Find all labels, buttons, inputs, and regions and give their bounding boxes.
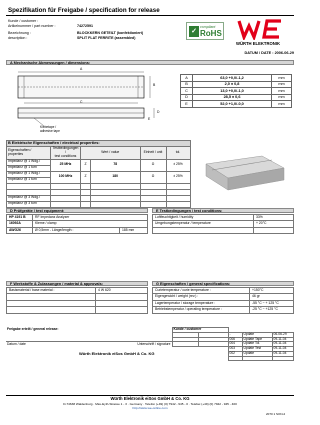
footer-company: Würth Elektronik eiSos GmbH & Co. KG: [110, 396, 190, 401]
dim-letter-d: D: [157, 110, 160, 114]
release-label: Freigabe erteilt / general release:: [7, 327, 59, 331]
dim-value: 52,0 +1,0/-0,0: [193, 101, 272, 108]
spec-value: -55 °C ~ + 125 °C: [250, 300, 294, 306]
designation-value: BLOCKKERN GETEILT (konfektioniert): [77, 31, 144, 35]
description-label: description :: [8, 36, 28, 40]
materials-table: [6, 287, 148, 314]
tol-cell: ± 25%: [166, 159, 190, 171]
rev-date: 06-06-29: [272, 332, 294, 337]
ferrite-photo-icon: [192, 142, 292, 204]
section-b-header: B Elektrische Eigenschaften / electrical properties:: [7, 141, 191, 147]
rev-no: 003: [228, 347, 242, 352]
section-e-header: E Testbedingungen / test conditions:: [152, 208, 294, 213]
table-row: [7, 227, 148, 233]
condition-value: 33%: [254, 215, 294, 221]
rev-desc: Update Tape: [242, 337, 272, 342]
table-row: [153, 227, 294, 233]
rev-no: 004: [228, 342, 242, 347]
spec-label: Lagertemperatur / storage temperature :: [153, 300, 250, 306]
prop-cell: Impedanz @ 1 Wdg./: [7, 159, 51, 165]
rev-no: 002: [228, 351, 242, 356]
col-value: Wert / value: [81, 147, 141, 160]
date-value: 2006-06-29: [274, 51, 294, 55]
equipment-code: AWG26: [7, 227, 33, 233]
page-number: 2070 1 SON-2: [266, 412, 286, 416]
section-d-header: D Prüfgeräte / test equipment:: [6, 208, 148, 213]
description-row: [8, 36, 178, 40]
rev-desc: [242, 356, 272, 360]
equipment-code: HP 4191 B: [7, 215, 33, 221]
test-equipment-table: [6, 214, 148, 234]
customer-label: Kunde / customer :: [8, 19, 39, 23]
dim-value: 2,0 ± 0,8: [193, 81, 272, 88]
equipment-code: 16092A: [7, 221, 33, 227]
page-title: Spezifikation für Freigabe / specification for release: [8, 7, 160, 14]
material-label: Basismaterial / base material :: [7, 288, 96, 294]
section-g-header: G Eigenschaften / general specifications:: [152, 281, 294, 286]
unit-cell: Ω: [140, 159, 166, 171]
dimension-drawing: [14, 67, 174, 134]
col-test: [51, 147, 81, 160]
rev-no: -: [228, 332, 242, 337]
dim-unit: mm: [272, 101, 292, 108]
we-logo-icon: [237, 18, 287, 40]
rev-date: 09-11-04: [272, 351, 294, 356]
company-name: WÜRTH ELEKTRONIK: [236, 41, 280, 46]
dim-unit: mm: [272, 81, 292, 88]
date-line: [178, 51, 294, 55]
dim-key: D: [181, 94, 193, 101]
spec-value: -25 °C ~ +125 °C: [250, 307, 294, 313]
general-specs-table: [152, 287, 294, 314]
material-value: 4 W 620: [96, 288, 148, 294]
designation-row: [8, 31, 178, 35]
table-row: [7, 307, 148, 313]
col-test-label-en: test conditions: [54, 153, 77, 158]
date-label: DATUM / DATE :: [244, 51, 274, 55]
rev-desc: Update: [242, 332, 272, 337]
col-unit: Einheit / unit: [140, 147, 166, 160]
rev-desc: Update: [242, 351, 272, 356]
release-signature: Unterschrift / signature: [102, 342, 172, 347]
spec-label: Eigengewicht / weight (rev.) :: [153, 294, 250, 300]
rev-no: [228, 356, 242, 360]
tol-cell: ± 25%: [166, 171, 190, 183]
dim-unit: mm: [272, 94, 292, 101]
equipment-desc: Kleme / clamp: [33, 221, 148, 227]
col-properties-label: Eigenschaften /: [8, 147, 32, 152]
spec-label: Betriebstemperatur / operating temperature :: [153, 307, 250, 313]
release-table: [6, 327, 294, 361]
release-company: Würth Elektronik eiSos GmbH & Co. KG: [78, 350, 155, 356]
dim-key: B: [181, 81, 193, 88]
spec-value: 46 gr: [250, 294, 294, 300]
prop-cell: Impedanz @ 1 Wdg./: [7, 171, 51, 177]
prop-cell: Impedanz @ 3 Wdg./: [7, 195, 51, 201]
dim-key: A: [181, 75, 193, 82]
test-conditions-table: [152, 214, 294, 234]
dim-letter-e: E: [148, 117, 151, 121]
col-test-label: Testbedingungen /: [52, 146, 79, 154]
dim-unit: mm: [272, 88, 292, 95]
rohs-badge: [186, 22, 224, 40]
col-tol: tol.: [166, 147, 190, 160]
rev-desc: Update Test: [242, 347, 272, 352]
rev-desc: Update Tol.: [242, 342, 272, 347]
value-cell: 180: [91, 171, 141, 183]
dim-value: 13,0 +0,0/-1,0: [193, 88, 272, 95]
rev-date: 09-11-04: [272, 342, 294, 347]
dim-value: 63,0 +0,0/-1,2: [193, 75, 272, 82]
tape-label: Klebetape /: [40, 125, 57, 129]
spec-label: Curietemperatur / curie temperature :: [153, 288, 250, 294]
product-photo-cell: [190, 141, 294, 208]
electrical-properties-table: [6, 140, 294, 208]
col-properties: [7, 147, 51, 160]
rohs-compliant-text: compliant: [200, 25, 216, 29]
rohs-check-icon: ✓: [189, 26, 199, 37]
dim-value: 28,5 ± 0,6: [193, 94, 272, 101]
dim-letter-b: B: [153, 83, 156, 87]
sym-cell: Z: [81, 159, 91, 171]
dim-letter-c: C: [80, 100, 83, 104]
equipment-desc: RF Impedanz Analyzer: [33, 215, 148, 221]
test-cell: 25 MHz: [51, 159, 81, 171]
part-number-value: 74272591: [77, 24, 93, 28]
description-value: SPLIT FLAT FERRITE (assembled): [77, 36, 136, 40]
rev-no: 006: [228, 337, 242, 342]
equipment-length: 185 mm: [120, 227, 148, 233]
table-row: [181, 101, 292, 108]
condition-label: Luftfeuchtigkeit / humidity: [153, 215, 254, 221]
test-cell: 100 MHz: [51, 171, 81, 183]
section-f-header: F Werkstoffe & Zulassungen / material & approvals:: [6, 281, 148, 286]
prop-cell: Impedanz @ 1 turn: [7, 165, 51, 171]
footer-address: D-74638 Waldenburg · Max-Eyth-Strasse 1 - 3 · Germany · Telefon (+49) (0) 7942 - 945 - 0 · Telefax (+49) (0) 7942 - 945 - 400: [63, 402, 237, 406]
sym-cell: Z: [81, 171, 91, 183]
release-customer: Kunde / customer: [172, 328, 228, 333]
rev-date: 09-11-04: [272, 337, 294, 342]
customer-row: [8, 19, 158, 23]
footer-website-link[interactable]: http://www.we-online.com: [132, 406, 168, 410]
dim-unit: mm: [272, 75, 292, 82]
tape-label-en: adhesive tape: [40, 129, 60, 133]
col-properties-label-en: properties: [8, 151, 24, 156]
condition-label: Umgebungstemperatur / temperature: [153, 221, 254, 227]
rev-date: 09-11-04: [272, 347, 294, 352]
release-date: Datum / date: [6, 342, 102, 347]
part-number-label: Artikelnummer / part number :: [8, 24, 56, 28]
header-rule: [6, 15, 294, 16]
dim-key: E: [181, 101, 193, 108]
dim-key: C: [181, 88, 193, 95]
prop-cell: Impedanz @ 1 turn: [7, 177, 51, 183]
unit-cell: Ω: [140, 171, 166, 183]
rev-date: [272, 356, 294, 360]
designation-label: Bezeichnung :: [8, 31, 31, 35]
spec-value: +150°C: [250, 288, 294, 294]
section-a-header: A Mechanische Abmessungen / dimensions:: [6, 60, 294, 65]
equipment-desc: Ø 0,5mm - Länge/length :: [33, 227, 120, 233]
prop-cell: Impedanz @ 3 turn: [7, 201, 51, 207]
dimension-table: [180, 74, 292, 108]
value-cell: 78: [91, 159, 141, 171]
condition-value: + 20°C: [254, 221, 294, 227]
part-number-row: [8, 24, 158, 28]
rohs-text: RoHS: [200, 29, 222, 38]
dim-letter-a: A: [80, 67, 83, 71]
table-row: [153, 307, 294, 313]
